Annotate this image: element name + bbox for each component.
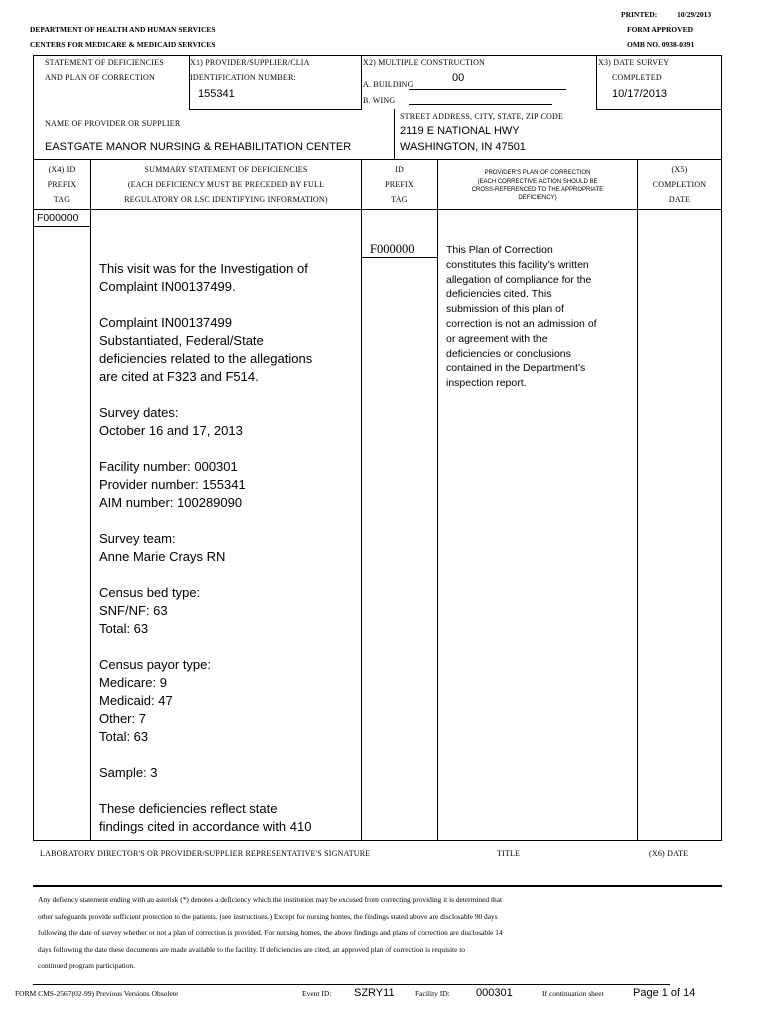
poc-header-4: DEFICIENCY) <box>518 195 557 201</box>
event-id-value: SZRY11 <box>354 987 395 999</box>
rule <box>721 159 722 840</box>
x5-header-1: (X5) <box>671 165 688 174</box>
x4-header-2: PREFIX <box>47 180 77 189</box>
rule <box>637 159 638 840</box>
form-approved: FORM APPROVED <box>627 25 694 34</box>
x4-header-1: (X4) ID <box>48 165 76 174</box>
x4-header-3: TAG <box>53 195 71 204</box>
printed-date: 10/29/2013 <box>677 10 712 19</box>
rule <box>90 159 91 840</box>
centers-title: CENTERS FOR MEDICARE & MEDICAID SERVICES <box>30 40 216 49</box>
right-prefix-tag: F000000 <box>370 242 415 256</box>
page-number: Page 1 of 14 <box>633 987 696 999</box>
rule <box>33 840 722 841</box>
address-label: STREET ADDRESS, CITY, STATE, ZIP CODE <box>400 112 564 121</box>
rule <box>596 55 597 110</box>
x2-label: X2) MULTIPLE CONSTRUCTION <box>363 58 486 67</box>
wing-label: B. WING <box>363 96 396 105</box>
provider-name-label: NAME OF PROVIDER OR SUPPLIER <box>45 119 181 128</box>
x3-label-1: X3) DATE SURVEY <box>598 58 670 67</box>
summary-header-3: REGULATORY OR LSC IDENTIFYING INFORMATION) <box>124 195 328 204</box>
facility-id-label: Facility ID: <box>415 989 450 998</box>
rule <box>189 109 362 110</box>
provider-name-value: EASTGATE MANOR NURSING & REHABILITATION CENTER <box>45 141 352 153</box>
left-prefix-tag: F000000 <box>37 212 79 224</box>
rule <box>33 209 722 210</box>
printed-label: PRINTED: <box>621 10 658 19</box>
address-line-2: WASHINGTON, IN 47501 <box>400 141 526 153</box>
rule <box>394 109 395 160</box>
rule <box>721 109 722 160</box>
omb-number: OMB NO. 0938-0391 <box>627 40 695 49</box>
id-header-1: ID <box>395 165 404 174</box>
rule <box>409 104 552 105</box>
statement-label-2: AND PLAN OF CORRECTION <box>45 73 155 82</box>
disclaimer-text: Any defiency statement ending with an asterisk (*) denotes a deficiency which the institution may be excused from correcting providing it is determined that other safeguards provide sufficient protection to the patients. (see instructions.) Except for nursing homes, the findings stated above are disclosable 90 days following the date of survey whether or not a plan of correction is provided. For nursing homes, the above findings and plans of correction are disclosable 14 days following the date these documents are made available to the facility. If deficiencies are cited, an approved plan of correction is requisite to continued program participation. <box>38 895 503 970</box>
facility-id-value: 000301 <box>476 987 513 999</box>
continuation-label: If continuation sheet <box>542 989 604 998</box>
form-number: FORM CMS-2567(02-99) Previous Versions Obsolete <box>15 989 179 998</box>
summary-header-2: (EACH DEFICIENCY MUST BE PRECEDED BY FULL <box>127 180 325 189</box>
x5-header-2: COMPLETION <box>652 180 707 189</box>
x1-label-1: X1) PROVIDER/SUPPLIER/CLIA <box>190 58 310 67</box>
rule <box>33 159 34 840</box>
x5-header-3: DATE <box>668 195 691 204</box>
rule <box>33 159 722 160</box>
rule <box>33 885 722 887</box>
poc-header-3: CROSS-REFERENCED TO THE APPROPRIATE <box>471 187 604 193</box>
plan-of-correction: This Plan of Correction constitutes this facility’s written allegation of compliance for the deficiencies cited. This submission of this plan of correction is not an admission of or agreement with the deficiencies or conclusions contained in the Department’s inspection report. <box>446 244 597 390</box>
building-value: 00 <box>452 72 465 84</box>
summary-statement: This visit was for the Investigation of Complaint IN00137499. Complaint IN00137499 Substantiated, Federal/State deficiencies related to the allegations are cited at F323 and F514. Survey dates: October 16 and 17, 2013 Facility number: 000301 Provider number: 155341 AIM number: 100289090 Survey team: Anne Marie Crays RN Census bed type: SNF/NF: 63 Total: 63 Census payor type: Medicare: 9 Medicaid: 47 Other: 7 Total: 63 Sample: 3 These deficiencies reflect state findings cited in accordance with 410 <box>99 261 313 834</box>
building-label: A. BUILDING <box>363 80 414 89</box>
summary-header-1: SUMMARY STATEMENT OF DEFICIENCIES <box>144 165 308 174</box>
survey-date-value: 10/17/2013 <box>612 88 668 100</box>
rule <box>721 55 722 110</box>
rule <box>437 159 438 840</box>
x6-date-label: (X6) DATE <box>649 849 689 858</box>
rule <box>596 109 722 110</box>
rule <box>409 89 566 90</box>
event-id-label: Event ID: <box>302 989 332 998</box>
title-label: TITLE <box>497 849 521 858</box>
rule <box>361 159 362 840</box>
id-header-3: TAG <box>391 195 408 204</box>
provider-id-value: 155341 <box>198 88 235 100</box>
department-title: DEPARTMENT OF HEALTH AND HUMAN SERVICES <box>30 25 216 34</box>
poc-header-1: PROVIDER'S PLAN OF CORRECTION <box>484 170 591 176</box>
rule <box>361 55 362 110</box>
rule <box>33 55 722 56</box>
poc-header-2: (EACH CORRECTIVE ACTION SHOULD BE <box>477 179 598 185</box>
statement-label-1: STATEMENT OF DEFICIENCIES <box>45 58 164 67</box>
address-line-1: 2119 E NATIONAL HWY <box>400 125 520 137</box>
rule <box>33 109 34 160</box>
signature-label: LABORATORY DIRECTOR'S OR PROVIDER/SUPPLIER REPRESENTATIVE'S SIGNATURE <box>40 849 371 858</box>
x3-label-2: COMPLETED <box>612 73 662 82</box>
rule <box>33 55 34 110</box>
rule <box>33 226 91 227</box>
x1-label-2: IDENTIFICATION NUMBER: <box>190 73 296 82</box>
id-header-2: PREFIX <box>385 180 414 189</box>
rule <box>361 257 438 258</box>
rule <box>33 984 670 985</box>
